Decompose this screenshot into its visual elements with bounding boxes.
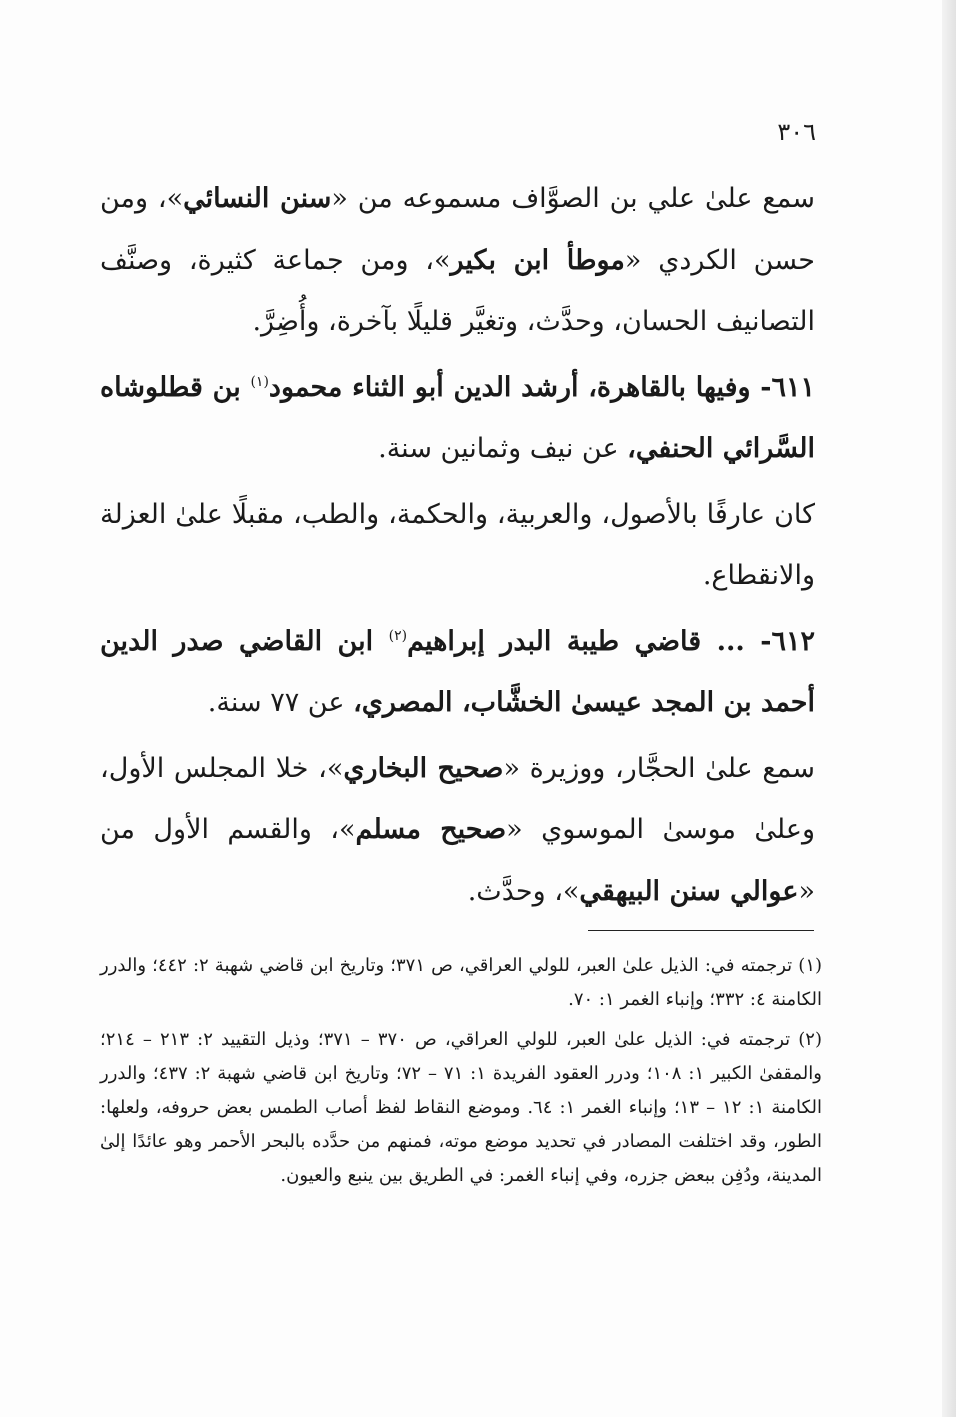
text-run: »، ومن حسن الكردي « [100, 183, 815, 276]
entry-heading-cont: ابن القاضي صدر الدين أحمد بن المجد عيسىٰ الخشَّاب، المصري، [100, 625, 815, 718]
footnote-ref-2[interactable]: (٢) [388, 627, 408, 644]
text-run: سمع علىٰ الحجَّار، ووزيرة « [503, 752, 815, 784]
text-run: »، وحدَّث. [467, 875, 580, 907]
entry-611 [100, 357, 815, 480]
paragraph-5 [100, 738, 815, 923]
footnote-divider [588, 930, 814, 931]
book-title-bukhari: صحيح البخاري [343, 752, 504, 784]
book-title-muslim: صحيح مسلم [355, 814, 507, 845]
footnotes [100, 949, 822, 1199]
entry-heading-cont: بن قطلوشاه السَّرائي الحنفي، [100, 371, 815, 464]
book-title-bayhaqi: عوالي سنن البيهقي [579, 875, 799, 907]
book-title-sunan-nasai: سنن النسائي [183, 183, 332, 214]
book-title-muwatta: موطأ ابن بكير [450, 244, 625, 276]
text-run: عن ٧٧ سنة. [207, 687, 354, 718]
main-text [100, 168, 815, 922]
text-run: سمع علىٰ علي بن الصوَّاف مسموعه من « [331, 183, 815, 214]
text-run: »، والقسم الأول من « [100, 814, 815, 907]
page-number: ٣٠٦ [777, 118, 816, 146]
entry-612 [100, 611, 815, 734]
footnote-1: (١) ترجمته في: الذيل علىٰ العبر، للولي العراقي، ص ٣٧١؛ وتاريخ ابن قاضي شهبة ٢: ٤٤٢؛ والدرر الكامنة ٤: ٣٣٢؛ وإنباء الغمر ١: ٧٠. [100, 955, 823, 1010]
entry-heading: ٦١٢- ... قاضي طيبة البدر إبراهيم [407, 625, 815, 657]
text-run: عن نيف وثمانين سنة. [378, 433, 628, 464]
entry-heading: ٦١١- وفيها بالقاهرة، أرشد الدين أبو الثناء محمود [268, 371, 815, 403]
paragraph-3 [100, 484, 815, 607]
text-run: »، خلا المجلس الأول، وعلىٰ موسىٰ الموسوي « [100, 752, 815, 845]
paragraph-1 [100, 168, 815, 353]
page-edge-shadow [942, 0, 956, 1417]
text-run: »، ومن جماعة كثيرة، وصنَّف التصانيف الحسان، وحدَّث، وتغيَّر قليلًا بآخرة، وأُضِرَّ. [100, 244, 815, 337]
footnote-ref-1[interactable]: (١) [250, 373, 269, 390]
footnote-2: (٢) ترجمته في: الذيل علىٰ العبر، للولي العراقي، ص ٣٧٠ – ٣٧١؛ وذيل التقييد ٢: ٢١٣ – ٢١٤؛ والمقفىٰ الكبير ١: ١٠٨؛ ودرر العقود الفريدة ١: ٧١ – ٧٢؛ وتاريخ ابن قاضي شهبة ٢: ٤٣٧؛ والدرر الكامنة ١: ١٢ – ١٣؛ وإنباء الغمر ١: ٦٤. وموضع النقاط لفظ أصاب الطمس بعض حروفه، ولعلها: الطور، وقد اختلفت المصادر في تحديد موضع موته، فمنهم من حدَّده بالبحر الأحمر وهو عائدًا إلىٰ المدينة، ودُفِن ببعض جزره، وفي إنباء الغمر: في الطريق بين ينبع والعيون. [100, 1029, 822, 1186]
text-run: كان عارفًا بالأصول، والعربية، والحكمة، والطب، مقبلًا علىٰ العزلة والانقطاع. [100, 498, 815, 591]
